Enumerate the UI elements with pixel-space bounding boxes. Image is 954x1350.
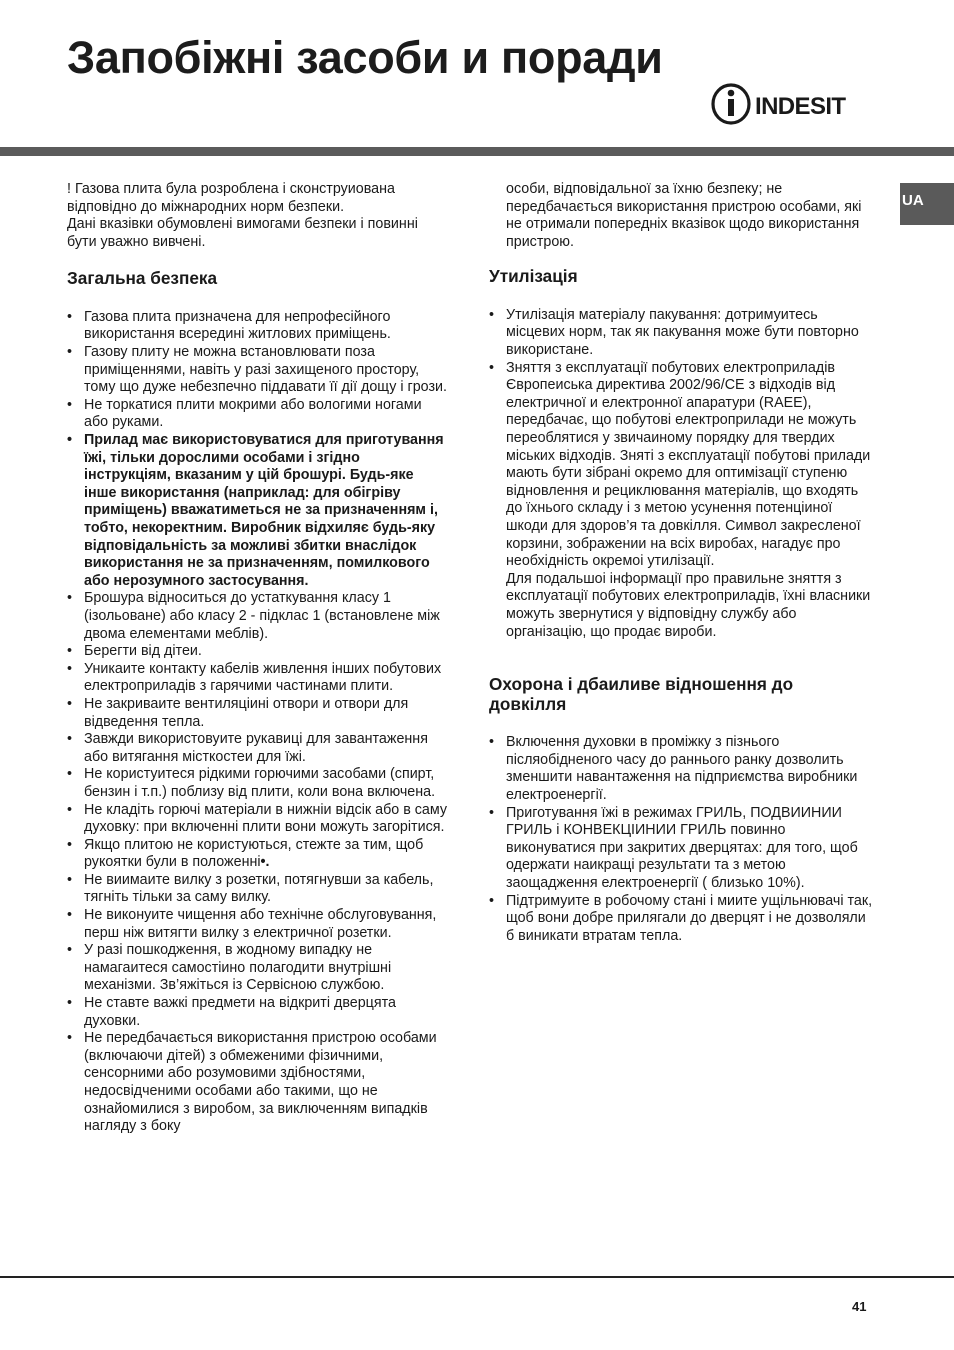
list-item: • Не торкатися плити мокрими або вологими ногами або руками. — [67, 397, 449, 432]
list-item: • Уникаите контакту кабелів живлення інших побутових електроприладів з гарячими частинами плити. — [67, 661, 449, 696]
list-item: • Включення духовки в проміжку з пізнього післяобідненого часу до раннього ранку дозволить зменшити навантаження на підприємства виробники електроенергії. — [489, 734, 874, 804]
list-item: • Не закриваите вентиляціині отвори и отвори для відведення тепла. — [67, 696, 449, 731]
intro-paragraph: Дані вказівки обумовлені вимогами безпеки і повинні бути уважно вивчені. — [67, 216, 418, 250]
language-tab: UA — [900, 183, 954, 225]
list-item: • Завжди використовуите рукавиці для завантаження або витягання місткостеи для їжі. — [67, 731, 449, 766]
list-item: • Підтримуите в робочому стані і миите ущільнювачі так, щоб вони добре прилягали до дверцят і не дозволяли б виникати втратам тепла. — [489, 893, 874, 946]
list-item: • Не ставте важкі предмети на відкриті дверцята духовки. — [67, 995, 449, 1030]
indesit-logo — [710, 82, 870, 128]
general-safety-list — [67, 309, 449, 1136]
section-heading-disposal: Утилізація — [489, 266, 578, 287]
knob-off-symbol: •. — [260, 854, 270, 871]
environment-list — [489, 734, 874, 945]
list-item: • Не користуитеся рідкими горючими засобами (спирт, бензин і т.п.) поблизу від плити, коли вона включена. — [67, 766, 449, 801]
page-number: 41 — [852, 1299, 867, 1314]
section-heading-environment: Охорона і дбаиливе відношення до довкілля — [489, 674, 794, 714]
page-title: Запобіжні засоби и поради — [67, 32, 663, 83]
list-item: • Газова плита призначена для непрофесійного використання всередині житлових приміщень. — [67, 309, 449, 344]
list-item-important: • Прилад має використовуватися для приготування їжі, тільки дорослими особами і згідно інструкціям, вказаним у цій брошурі. Будь-яке інше використання (наприклад: для обігріву приміщень) вважатиметься не за призначенням і, тобто, некоректним. Виробник відхиляє будь-яку відповідальність за можливі збитки внаслідок використання не за призначенням, помилкового або нерозумного застосування. — [67, 432, 449, 590]
list-item: • Утилізація матеріалу пакування: дотримуитесь місцевих норм, так як пакування може бути повторно використане. — [489, 307, 874, 360]
brand-text: INDESIT — [755, 93, 846, 120]
left-column — [67, 181, 449, 1136]
list-item: • Не кладіть горючі матеріали в нижніи відсік або в саму духовку: при включенні плити вони можуть загорітися. — [67, 802, 449, 837]
list-item: • Зняття з експлуатації побутових електроприладів Європеиська директива 2002/96/CE з відходів від електричної и електронної апаратури (RAEE), передбачає, що побутові електроприлади не можуть переоблятися у звичаиному порядку для твердих міських відходів. Зняті з експлуатації побутові прилади мають бути зібрані окремо для оптимізації ступеню відновлення и рециклювання матеріалів, що входять до їхнього складу і з метою усунення потенціиної шкоди для здоров’я та довкілля. Символ закресленої корзини, зображении на всіх виробах, нагадує про необхідність окремоі утилізації. — [489, 360, 874, 571]
disposal-list — [489, 307, 874, 571]
list-item: • Приготування їжі в режимах ГРИЛЬ, ПОДВИИНИИ ГРИЛЬ і КОНВЕКЦІИНИИ ГРИЛЬ повинно виконуватися при закритих дверцятах: для того, щоб одержати наикращі результати та з метою заощадження електроенергії ( близько 10%). — [489, 805, 874, 893]
list-item: • Не передбачається використання пристрою особами (включаючи дітей) з обмеженими фізичними, сенсорними або розумовими здібностями, недосвідченими особами або такими, що не ознайомилися з виробом, за виключенням випадків нагляду з боку — [67, 1030, 449, 1136]
list-item: • Газову плиту не можна встановлювати поза приміщеннями, навіть у разі захищеного простору, тому що дуже небезпечно піддавати її дії дощу і грози. — [67, 344, 449, 397]
disposal-note: Для подальшоі інформації про правильне зняття з експлуатації побутових електроприладів, їхні власники можуть звернутися у відповідну службу або організацію, що продає вироби. — [506, 570, 871, 640]
continuation-paragraph: особи, відповідальної за їхню безпеку; не передбачається використання пристрою особами, які не отримали попередніх вказівок щодо використання пристрою. — [506, 181, 862, 250]
header-bar — [0, 147, 954, 156]
intro-paragraph: ! Газова плита була розроблена і сконструиована відповідно до міжнародних норм безпеки. — [67, 181, 395, 215]
list-item: • Брошура відноситься до устаткування класу 1 (ізольоване) або класу 2 - підклас 1 (встановлене між двома елементами меблів). — [67, 590, 449, 643]
section-heading-general-safety: Загальна безпека — [67, 268, 218, 289]
footer-divider — [0, 1276, 954, 1278]
list-item: • У разі пошкодження, в жодному випадку не намагаитеся самостіино полагодити внутрішні механізми. Зв’яжіться із Сервісною службою. — [67, 942, 449, 995]
list-item: • Не виконуите чищення або технічне обслуговування, перш ніж витягти вилку з електричної розетки. — [67, 907, 449, 942]
list-item-text: Якщо плитою не користуються, стежте за тим, щоб рукоятки були в положенні — [84, 836, 424, 871]
list-item: • Берегти від дітеи. — [67, 643, 449, 661]
right-column — [489, 181, 874, 945]
list-item: • Не виимаите вилку з розетки, потягнувши за кабель, тягніть тільки за саму вилку. — [67, 872, 449, 907]
list-item — [67, 837, 449, 872]
